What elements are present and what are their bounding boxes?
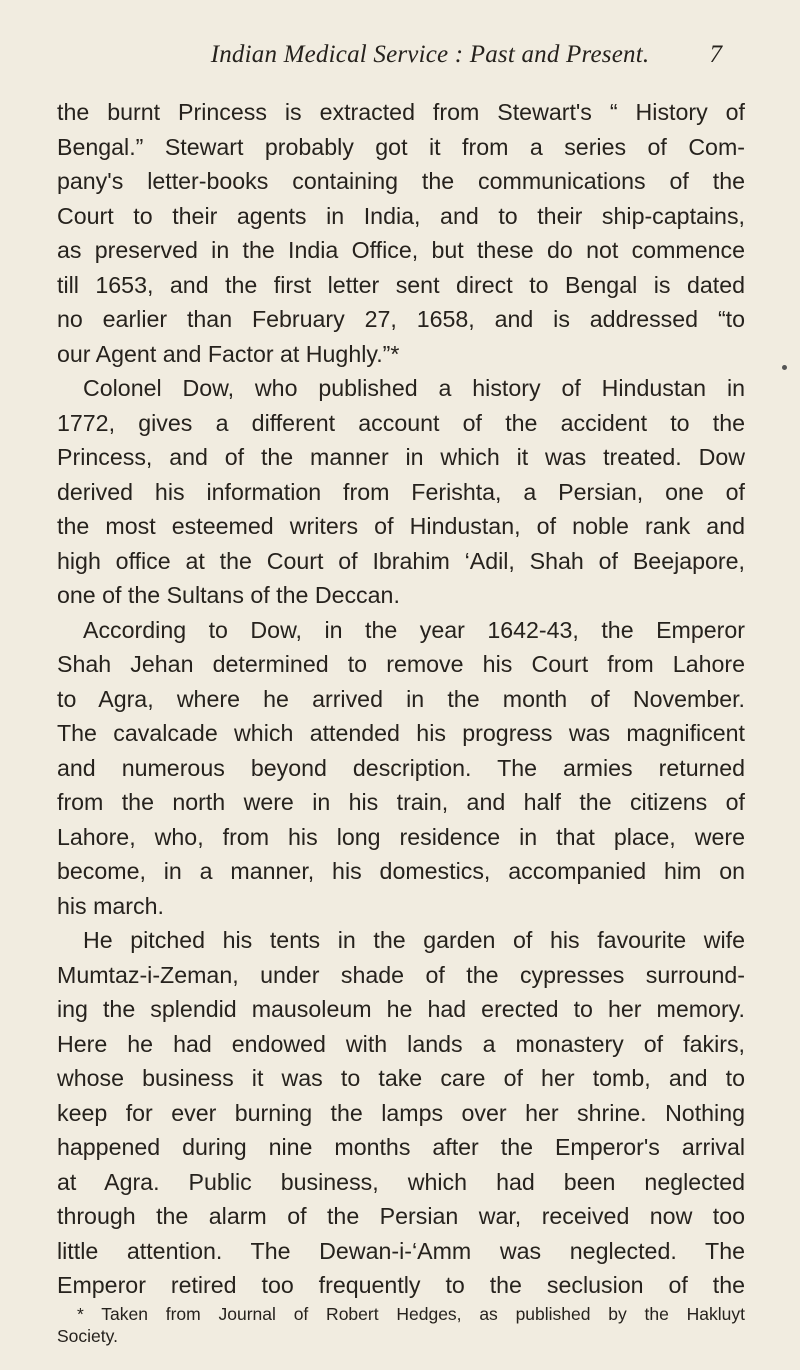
text-line: little attention. The Dewan-i-‘Amm was neglected. The — [57, 1237, 745, 1264]
page-number: 7 — [709, 41, 722, 68]
text-line: pany's letter-books containing the communications of the — [57, 168, 745, 194]
text-line: The cavalcade which attended his progress was magnificent — [57, 720, 745, 746]
text-line: whose business it was to take care of her tomb, and to — [57, 1065, 745, 1091]
text-line: derived his information from Ferishta, a Persian, one of — [57, 478, 745, 505]
text-line: Shah Jehan determined to remove his Court from Lahore — [57, 651, 745, 677]
body-text — [57, 95, 745, 1303]
text-line: Mumtaz-i-Zeman, under shade of the cypresses surround- — [57, 961, 745, 988]
text-line: Here he had endowed with lands a monastery of fakirs, — [57, 1030, 745, 1057]
margin-mark — [782, 365, 787, 370]
text-line: the burnt Princess is extracted from Stewart's “ History of — [57, 99, 745, 125]
text-line: He pitched his tents in the garden of his favourite wife — [83, 927, 745, 953]
text-line: Emperor retired too frequently to the seclusion of the — [57, 1272, 745, 1298]
text-line: According to Dow, in the year 1642-43, the Emperor — [83, 616, 745, 643]
text-line: Lahore, who, from his long residence in that place, were — [57, 823, 745, 850]
text-line: to Agra, where he arrived in the month of November. — [57, 685, 745, 712]
footnote-line: Society. — [57, 1326, 118, 1346]
text-line: become, in a manner, his domestics, accompanied him on — [57, 858, 745, 884]
text-line: happened during nine months after the Emperor's arrival — [57, 1134, 745, 1160]
footnote-line: * Taken from Journal of Robert Hedges, as published by the Hakluyt — [77, 1304, 745, 1324]
text-line: from the north were in his train, and half the citizens of — [57, 789, 745, 815]
running-title: Indian Medical Service : Past and Present. — [210, 41, 650, 68]
text-line: through the alarm of the Persian war, received now too — [57, 1203, 745, 1229]
text-line: his march. — [57, 892, 164, 919]
text-line: Colonel Dow, who published a history of Hindustan in — [83, 375, 745, 401]
text-line: at Agra. Public business, which had been neglected — [57, 1168, 745, 1195]
text-line: till 1653, and the first letter sent direct to Bengal is dated — [57, 271, 745, 298]
text-line: as preserved in the India Office, but these do not commence — [57, 237, 745, 263]
text-line: our Agent and Factor at Hughly.”* — [57, 340, 400, 367]
text-line: one of the Sultans of the Deccan. — [57, 582, 400, 608]
text-line: and numerous beyond description. The armies returned — [57, 754, 745, 781]
text-line: high office at the Court of Ibrahim ‘Adil, Shah of Beejapore, — [57, 547, 745, 574]
text-line: Court to their agents in India, and to their ship-captains, — [57, 202, 745, 229]
footnote — [57, 1303, 745, 1347]
text-line: keep for ever burning the lamps over her shrine. Nothing — [57, 1099, 745, 1126]
text-line: Bengal.” Stewart probably got it from a series of Com- — [57, 133, 745, 160]
text-line: Princess, and of the manner in which it was treated. Dow — [57, 444, 745, 470]
text-line: 1772, gives a different account of the accident to the — [57, 409, 745, 436]
text-line: ing the splendid mausoleum he had erected to her memory. — [57, 996, 745, 1022]
text-line: the most esteemed writers of Hindustan, of noble rank and — [57, 513, 745, 539]
text-line: no earlier than February 27, 1658, and is addressed “to — [57, 306, 745, 332]
